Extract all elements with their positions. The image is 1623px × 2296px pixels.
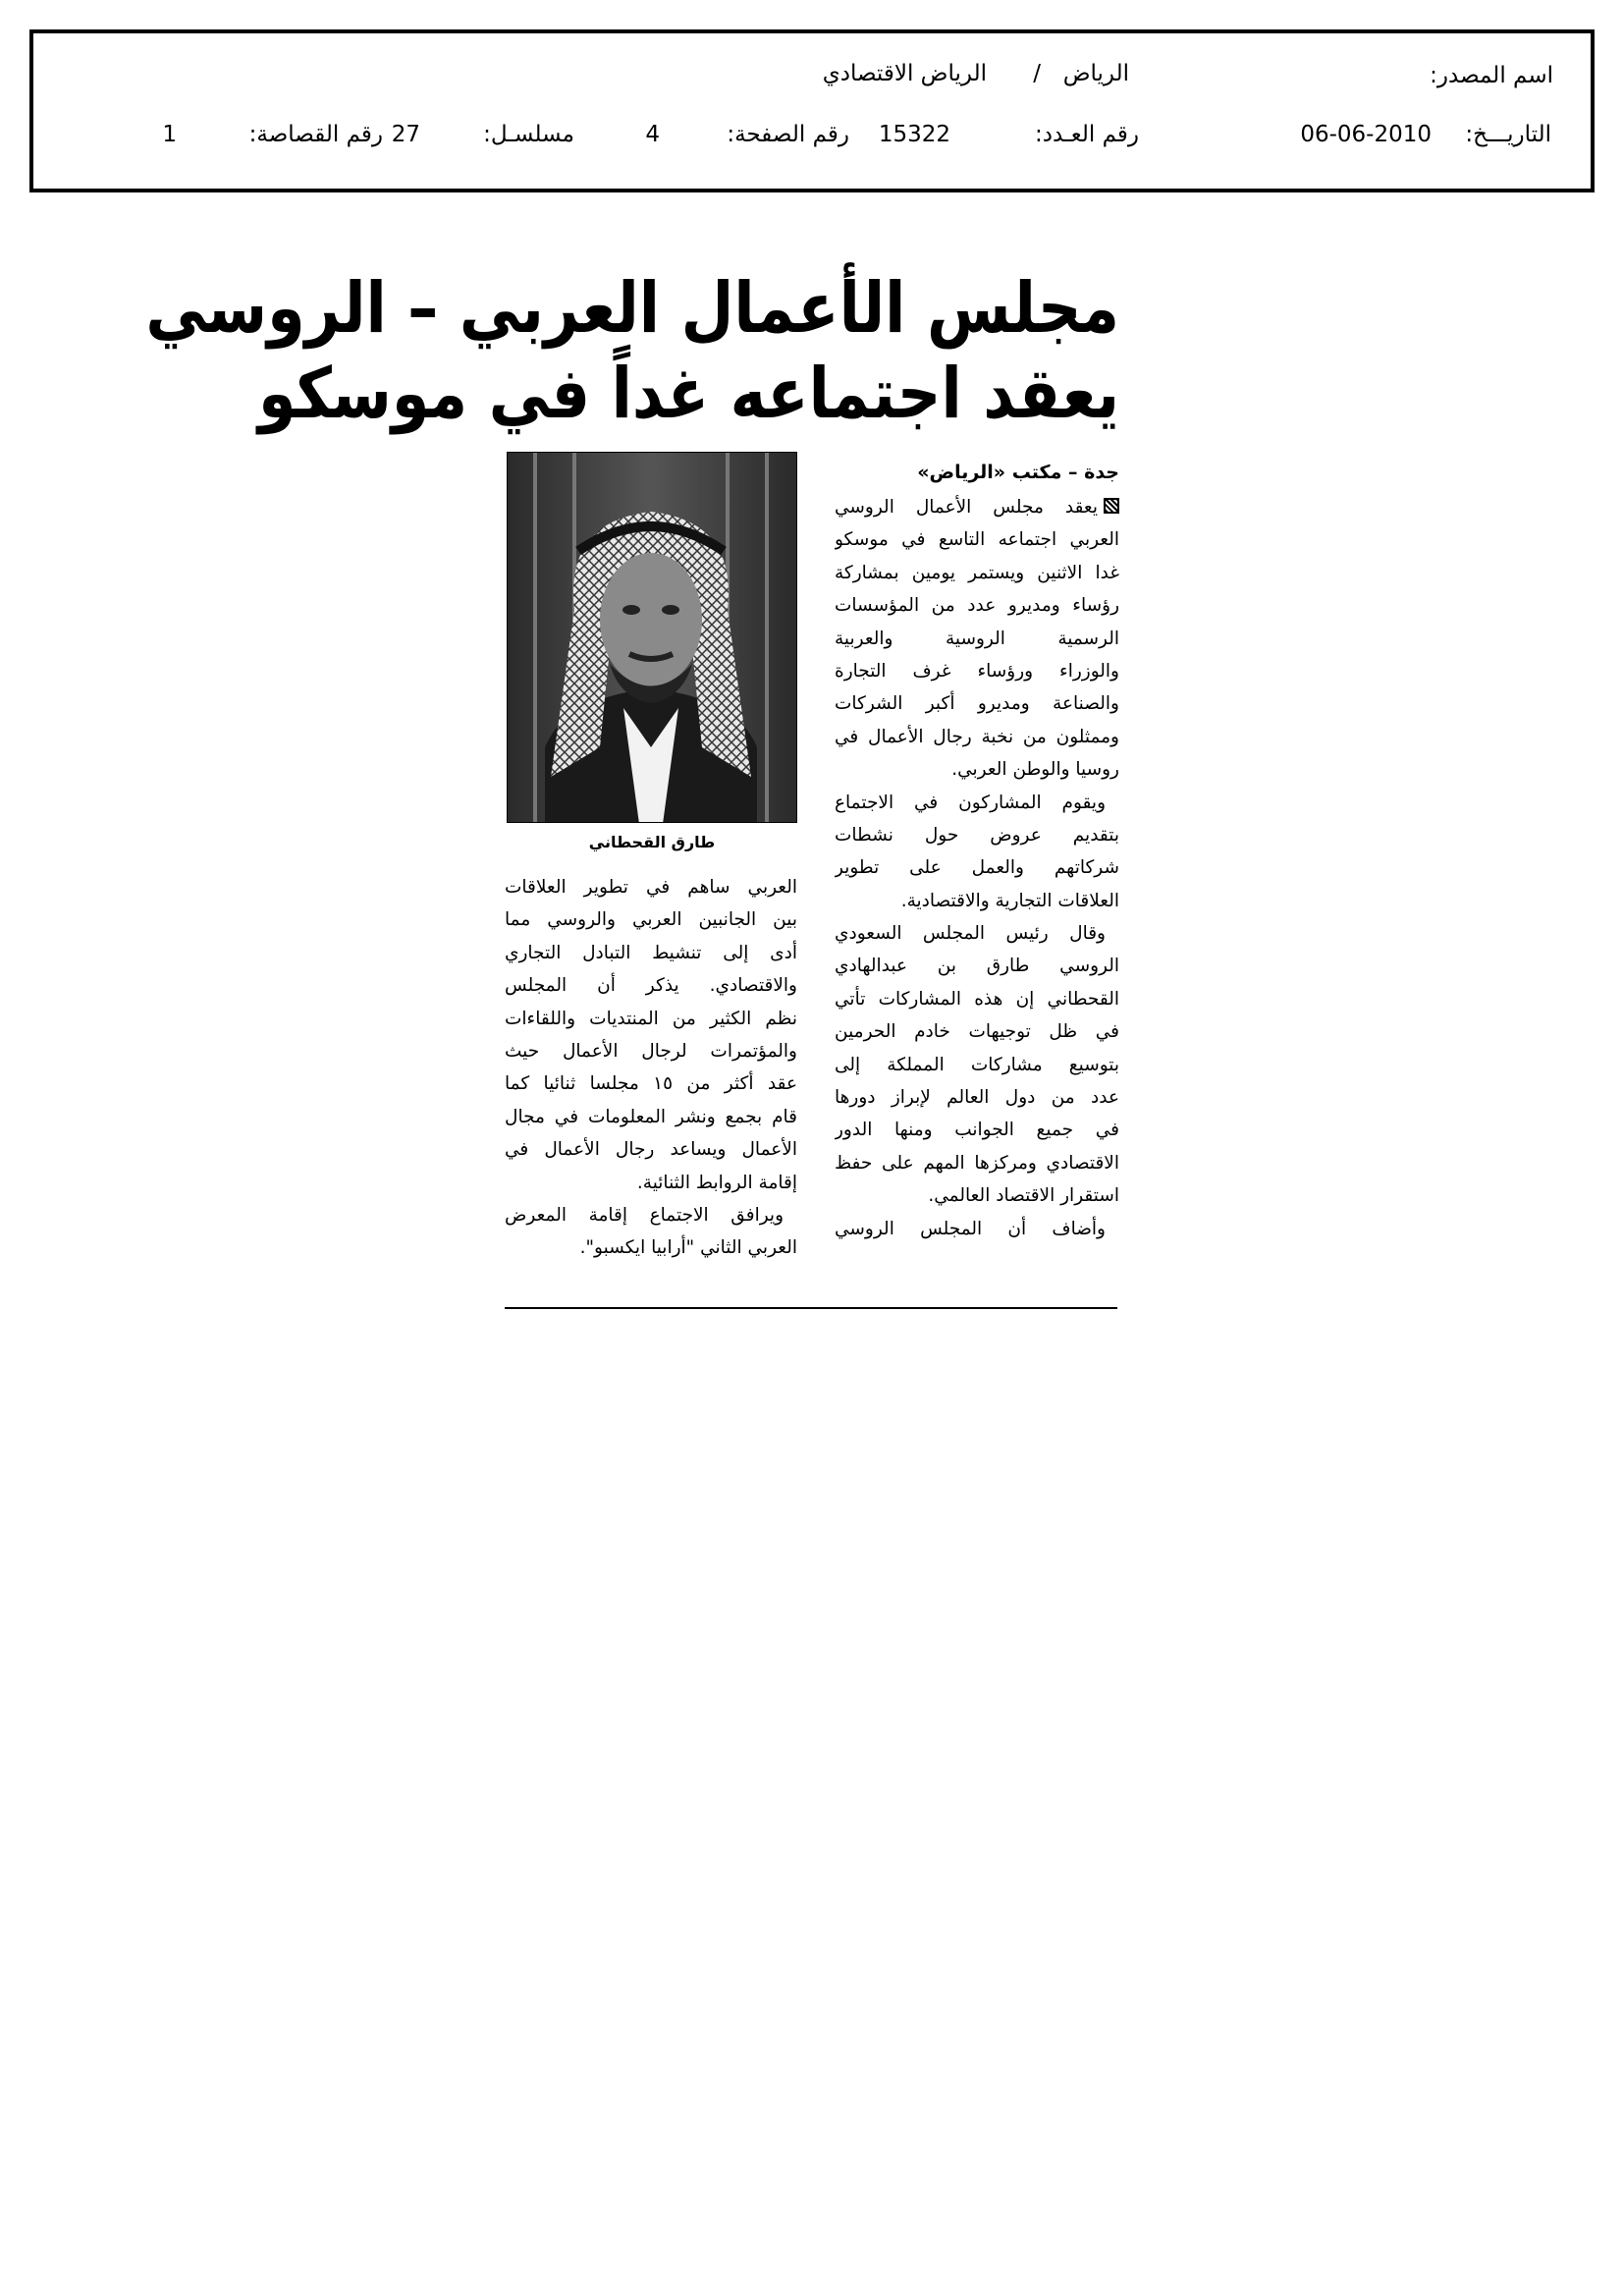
article-line: والاقتصادي. يذكر أن المجلس xyxy=(505,975,797,997)
photo-caption: طارق القحطاني xyxy=(588,833,716,851)
headline-line-1: مجلس الأعمال العربي – الروسي xyxy=(145,266,1119,350)
article-line: روسيا والوطن العربي. xyxy=(951,759,1119,781)
article-column-right xyxy=(835,491,1119,1245)
article-line: والصناعة ومديرو أكبر الشركات xyxy=(835,693,1119,715)
article-line: وممثلون من نخبة رجال الأعمال في xyxy=(835,726,1119,747)
article-line: بتقديم عروض حول نشطات xyxy=(835,824,1119,846)
article-line: الأعمال ويساعد رجال الأعمال في xyxy=(505,1139,797,1161)
issue-value: 15322 xyxy=(878,122,950,147)
dateline: جدة – مكتب «الرياض» xyxy=(917,462,1119,483)
article-line: في جميع الجوانب ومنها الدور xyxy=(835,1120,1119,1141)
article-line: يعقد مجلس الأعمال الروسي xyxy=(835,491,1119,523)
bottom-rule xyxy=(505,1307,1117,1309)
article-line: بين الجانبين العربي والروسي مما xyxy=(505,909,797,931)
article-line: بتوسيع مشاركات المملكة إلى xyxy=(835,1054,1119,1075)
source-separator: / xyxy=(1033,61,1041,86)
article-line: قام بجمع ونشر المعلومات في مجال xyxy=(505,1106,797,1127)
clip-value: 1 xyxy=(162,122,177,147)
article-line: غدا الاثنين ويستمر يومين بمشاركة xyxy=(835,562,1119,583)
serial-label: مسلسـل: xyxy=(483,122,574,147)
serial-value: 27 xyxy=(391,122,420,147)
article-line: في ظل توجيهات خادم الحرمين xyxy=(835,1021,1119,1043)
portrait-photo xyxy=(507,452,797,823)
article-line: ويقوم المشاركون في الاجتماع xyxy=(835,792,1106,813)
page-label: رقم الصفحة: xyxy=(727,122,849,147)
article-line: عقد أكثر من ١٥ مجلسا ثنائيا كما xyxy=(505,1073,797,1095)
article-line: العربي اجتماعه التاسع في موسكو xyxy=(835,529,1119,551)
article-line: الاقتصادي ومركزها المهم على حفظ xyxy=(835,1152,1119,1174)
page-value: 4 xyxy=(645,122,660,147)
article-line: وأضاف أن المجلس الروسي xyxy=(835,1218,1106,1239)
date-label: التاريـــخ: xyxy=(1465,122,1551,147)
article-line: والوزراء ورؤساء غرف التجارة xyxy=(835,660,1119,682)
article-line: العربي الثاني "أرابيا ايكسبو". xyxy=(579,1237,797,1259)
headline-line-2: يعقد اجتماعه غداً في موسكو xyxy=(258,352,1119,435)
article-line: الرسمية الروسية والعربية xyxy=(835,628,1119,649)
clipping-info-header xyxy=(29,29,1595,192)
article-line: الروسي طارق بن عبدالهادي xyxy=(835,956,1119,977)
article-line: العربي ساهم في تطوير العلاقات xyxy=(505,877,797,898)
article-line: والمؤتمرات لرجال الأعمال حيث xyxy=(505,1040,797,1062)
article-line: وقال رئيس المجلس السعودي xyxy=(835,923,1106,945)
article-line: شركاتهم والعمل على تطوير xyxy=(835,857,1119,879)
article-column-left xyxy=(505,871,797,1265)
article-line: استقرار الاقتصاد العالمي. xyxy=(928,1185,1119,1207)
article-line: ويرافق الاجتماع إقامة المعرض xyxy=(505,1204,784,1226)
article-line: رؤساء ومديرو عدد من المؤسسات xyxy=(835,595,1119,617)
clip-label: رقم القصاصة: xyxy=(248,122,383,147)
newspaper-clipping xyxy=(145,260,1119,1311)
bullet-square-icon xyxy=(1104,498,1119,514)
issue-label: رقم العـدد: xyxy=(1034,122,1139,147)
article-line: أدى إلى تنشيط التبادل التجاري xyxy=(505,942,797,963)
article-line: القحطاني إن هذه المشاركات تأتي xyxy=(835,988,1119,1010)
source-label: اسم المصدر: xyxy=(1430,63,1553,88)
portrait-illustration xyxy=(507,453,796,823)
article-line: نظم الكثير من المنتديات واللقاءات xyxy=(505,1008,797,1029)
source-city: الرياض xyxy=(1062,61,1129,86)
article-line: العلاقات التجارية والاقتصادية. xyxy=(900,890,1119,911)
date-value: 06-06-2010 xyxy=(1300,122,1432,147)
source-name: الرياض الاقتصادي xyxy=(822,61,987,86)
article-line: عدد من دول العالم لإبراز دورها xyxy=(835,1087,1119,1109)
article-line: إقامة الروابط الثنائية. xyxy=(636,1172,797,1193)
